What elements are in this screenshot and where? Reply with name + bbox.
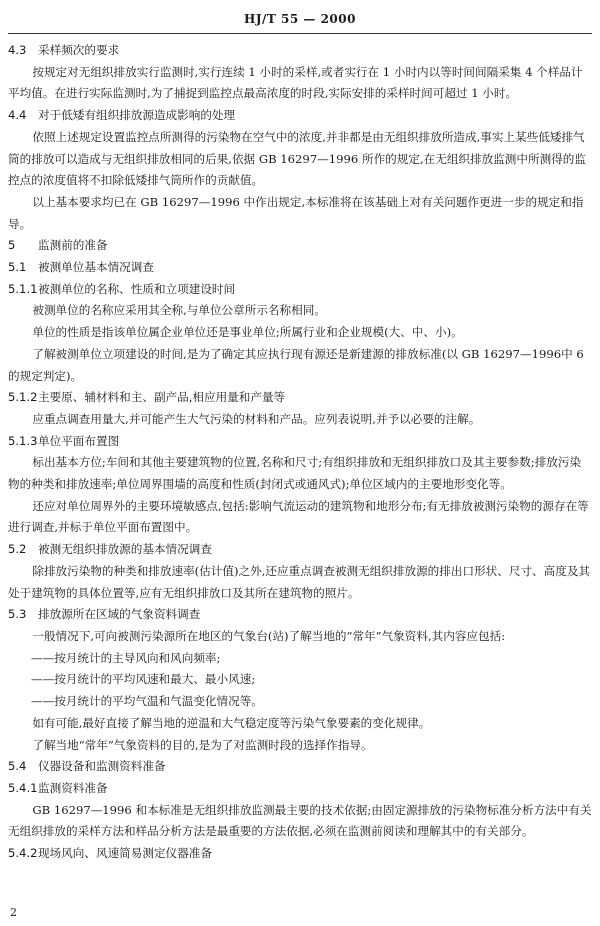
section-heading [8,539,592,561]
section-title: 被测单位基本情况调查 [38,260,154,275]
section-number: 5.1.2 [8,390,38,405]
paragraph: 了解被测单位立项建设的时间,是为了确定其应执行现有源还是新建源的排放标准(以 GB 16297—1996中 6 的规定判定)。 [8,346,584,383]
section-title: 主要原、辅材料和主、副产品,相应用量和产量等 [38,390,286,405]
section-heading [8,756,592,778]
section-number: 5.1 [8,260,27,275]
paragraph: 应重点调查用量大,并可能产生大气污染的材料和产品。应列表说明,并予以必要的注解。 [32,411,481,426]
section-number: 4.3 [8,43,27,57]
paragraph: 标出基本方位;车间和其他主要建筑物的位置,名称和尺寸;有组织排放和无组织排放口及其主要参数;排放污染物的种类和排放速率;单位周界围墙的高度和性质(封闭式或通风式);单位区域内的主要地形变化等。 [8,455,582,492]
document-body [8,40,592,865]
section-heading [8,279,592,301]
section-heading [8,387,592,409]
section-number: 5.1.3 [8,433,38,448]
section-heading [8,105,592,127]
page-number: 2 [10,906,17,919]
paragraph: 被测单位的名称应采用其全称,与单位公章所示名称相同。 [32,303,326,318]
section-title: 对于低矮有组织排放源造成影响的处理 [38,108,236,123]
section-title: 监测资料准备 [38,780,108,795]
section-title: 被测无组织排放源的基本情况调查 [38,542,212,557]
section-heading [8,235,592,257]
section-heading [8,604,592,626]
section-number: 5.2 [8,542,27,557]
paragraph: 依照上述规定设置监控点所测得的污染物在空气中的浓度,并非都是由无组织排放所造成,事实上某些低矮排气筒的排放可以造成与无组织排放相同的后果,依据 GB 16297—1996 所作的规定,在无组织排放监测中所测得的监控点的浓度值将不扣除低矮排气筒所作的贡献值。 [8,129,586,188]
section-title: 监测前的准备 [38,238,108,253]
section-title: 现场风向、风速简易测定仪器准备 [38,846,212,861]
section-number: 4.4 [8,108,27,123]
section-heading [8,431,592,453]
paragraph: 一般情况下,可向被测污染源所在地区的气象台(站)了解当地的“常年”气象资料,其内容应包括: [32,628,506,643]
section-heading [8,40,592,62]
header-divider [8,33,592,34]
list-item: ——按月统计的平均气温和气温变化情况等。 [31,694,263,709]
section-title: 被测单位的名称、性质和立项建设时间 [38,281,236,296]
paragraph: 按规定对无组织排放实行监测时,实行连续 1 小时的采样,或者实行在 1 小时内以等时间间隔采集 4 个样品计平均值。在进行实际监测时,为了捕捉到监控点最高浓度的时段,实际安排的采样时间可超过 1 小时。 [8,64,583,101]
section-title: 单位平面布置图 [38,433,120,448]
section-title: 排放源所在区域的气象资料调查 [38,607,201,622]
paragraph: GB 16297—1996 和本标准是无组织排放监测最主要的技术依据;由固定源排放的污染物标准分析方法中有关无组织排放的采样方法和样品分析方法是最重要的方法依据,必须在监测前阅读和理解其中的有关部分。 [8,802,592,839]
section-number: 5.4 [8,759,27,774]
section-number: 5 [8,238,16,253]
section-heading [8,257,592,279]
paragraph: 除排放污染物的种类和排放速率(估计值)之外,还应重点调查被测无组织排放源的排出口形状、尺寸、高度及其处于建筑物的具体位置等,应有无组织排放口及其所在建筑物的照片。 [8,563,591,600]
section-heading [8,843,592,865]
paragraph: 还应对单位周界外的主要环境敏感点,包括:影响气流运动的建筑物和地形分布;有无排放被测污染物的源存在等进行调查,并标于单位平面布置图中。 [8,498,589,535]
section-heading [8,778,592,800]
list-item: ——按月统计的平均风速和最大、最小风速; [31,672,256,687]
section-number: 5.1.1 [8,281,38,296]
paragraph: 了解当地“常年”气象资料的目的,是为了对监测时段的选择作指导。 [32,737,373,752]
section-number: 5.4.2 [8,846,38,861]
header-title: HJ/T 55 — 2000 [244,12,356,26]
section-title: 采样频次的要求 [38,43,120,57]
paragraph: 以上基本要求均已在 GB 16297—1996 中作出规定,本标准将在该基础上对有关问题作更进一步的规定和指导。 [8,194,584,231]
section-number: 5.3 [8,607,27,622]
paragraph: 如有可能,最好直接了解当地的逆温和大气稳定度等污染气象要素的变化规律。 [32,715,431,730]
section-number: 5.4.1 [8,780,38,795]
paragraph: 单位的性质是指该单位属企业单位还是事业单位;所属行业和企业规模(大、中、小)。 [32,325,463,340]
section-title: 仪器设备和监测资料准备 [38,759,166,774]
list-item: ——按月统计的主导风向和风向频率; [31,650,221,665]
page-header [0,12,600,34]
